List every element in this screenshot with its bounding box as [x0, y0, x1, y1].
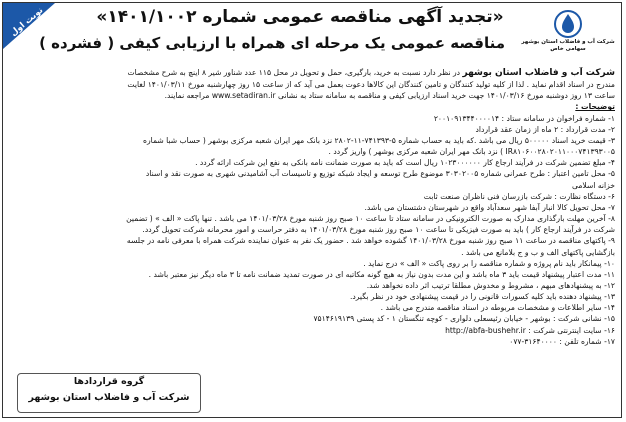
company-logo: [515, 9, 621, 61]
note-item: ۹- پاکتهای مناقصه در ساعت ۱۱ صبح روز شنبه مورخ ۱۴۰۱/۰۳/۲۸ گشوده خواهد شد . حضور یک نفر به عنوان نماینده شرکت همراه با معرفی نامه در جلسه: [126, 236, 615, 246]
note-item: ۱۳- پیشنهاد دهنده باید کلیه کسورات قانونی را در قیمت پیشنهادی خود در نظر بگیرد.: [349, 292, 615, 302]
intro-line: ساعت ۱۳ روز دوشنبه مورخ ۱۴۰۱/۰۳/۱۶ جهت خرید اسناد ارزیابی کیفی و مناقصه به سامانه ستاد به نشانی www.setadiran.ir مراجعه نمایند.: [164, 91, 615, 101]
note-item: ۱۲- به پیشنهادهای مبهم ، مشروط و مخدوش مطلقا ترتیب اثر داده نخواهد شد.: [366, 280, 615, 290]
note-item: ۸- آخرین مهلت بارگذاری مدارک به صورت الکترونیکی در سامانه ستاد تا ساعت ۱۰ صبح روز شنبه مورخ ۱۴۰۱/۰۳/۲۸ می باشد . تنها پاکت « الف » ( تضمین: [126, 214, 615, 224]
logo-company-name: شرکت آب و فاضلاب استان بوشهر: [521, 39, 615, 45]
note-item: ۷- محل تحویل کالا انبار آبفا شهر سعدآباد واقع در شهرستان دشتستان می باشد.: [364, 202, 615, 212]
tender-notice: [2, 2, 622, 418]
signature-box: [17, 373, 201, 413]
note-item: ۳- قیمت خرید اسناد ۵۰۰۰۰۰ ریال می باشد .که باید به حساب شماره ۵-۷۴۱۳۹۳-۱۱-۲۸۰۲ نزد بانک مهر ایران شعبه مرکزی بوشهر ( حساب شبا شماره: [143, 135, 615, 145]
intro-line: [11, 67, 615, 79]
note-item: ۲- مدت قرارداد : ۲ ماه از زمان عقد قرارداد: [475, 124, 615, 134]
notice-subtitle: مناقصه عمومی یک مرحله ای همراه با ارزیابی کیفی ( فشرده ): [39, 34, 505, 52]
note-item: خزانه اسلامی: [572, 180, 615, 190]
note-item: ۱۷- شماره تلفن : ۳۱۶۴۰۰۰۰-۰۷۷: [509, 336, 615, 346]
notes-label: توضیحات :: [575, 102, 615, 112]
signature-department: گروه قراردادها: [73, 376, 145, 387]
note-item: ۶- دستگاه نظارت : شرکت بازرسان فنی ناظران صنعت ثابت: [423, 191, 615, 201]
note-item: ۱۰- پیمانکار باید نام پروژه و شماره مناقصه را بر روی پاکت « الف » درج نماید .: [363, 258, 615, 268]
note-item: ۱۵- نشانی شرکت : بوشهر - خیابان رئیسعلی دلواری - کوچه تنگستان ۱ - کد پستی ۷۵۱۴۶۱۹۱۳۹: [313, 314, 615, 324]
logo-company-type: سهامی خاص: [550, 46, 586, 52]
note-item: ۵- محل تامین اعتبار : طرح عمرانی شماره ۳۰۳۰۲۰۰۵ موضوع طرح توسعه و ایجاد شبکه توزیع و تاسیسات آب آشامیدنی شهری به صورت نقد و اسناد: [145, 169, 615, 179]
intro-line: مندرج در اسناد اقدام نماید . لذا از کلیه تولید کنندگان و تامین کنندگان این کالاها دعوت بعمل می آید که از ساعت ۱۵ روز چهارشنبه مورخ ۱۴۰۱/۰۳/۱۱ لغایت: [127, 80, 615, 90]
note-item: ۱۴- سایر اطلاعات و مشخصات مربوطه در اسناد مناقصه مندرج می باشد .: [380, 303, 615, 313]
signature-company: شرکت آب و فاضلاب استان بوشهر: [28, 392, 190, 403]
intro-company: شرکت آب و فاضلاب استان بوشهر: [462, 68, 615, 78]
intro-text: در نظر دارد نسبت به خرید، بارگیری، حمل و تحویل در محل ۱۱۵ عدد شناور شیر ۸ اینچ به شرح مشخصات: [127, 68, 461, 77]
notice-title: «تجدید آگهی مناقصه عمومی شماره ۱۴۰۱/۱۰۰۲»: [96, 7, 504, 27]
ribbon-label: نوبت اول: [8, 5, 46, 39]
note-item: بازگشایی پاکتهای الف و ب و ج بلامانع می باشد .: [461, 247, 615, 257]
note-item: ۱- شماره فراخوان در سامانه ستاد : ۲۰۰۱۰۹۱۳۴۴۰۰۰۰۱۴: [433, 113, 615, 123]
note-item: ۱۶- سایت اینترنتی شرکت : http://abfa-bushehr.ir: [445, 325, 615, 335]
note-item: ۴- مبلغ تضمین شرکت در فرآیند ارجاع کار ۱۰۲۳۰۰۰۰۰۰ ریال است که باید به صورت ضمانت نامه بانکی به نفع این شرکت ارائه گردد .: [195, 158, 615, 168]
water-drop-logo-icon: [553, 9, 583, 39]
notice-body: [11, 67, 615, 347]
note-item: IR۸۱۰۶۰۰۲۸۰۲۰۱۱۰۰۰۷۴۱۳۹۳۰۰۵ ) نزد بانک مهر ایران شعبه مرکزی بوشهر ) واریز گردد .: [328, 147, 615, 157]
note-item: شرکت در فرآیند ارجاع کار ) باید به صورت فیزیکی تا ساعت ۱۰ صبح روز شنبه مورخ ۱۴۰۱/۰۳/۲۸ به دفتر حراست و امور محرمانه شرکت تحویل گردد.: [142, 225, 615, 235]
notes-list: [11, 113, 615, 347]
note-item: ۱۱- مدت اعتبار پیشنهاد قیمت باید ۳ ماه باشد و این مدت بدون نیاز به هیچ گونه مکاتبه ای در صورت تمدید ضمانت نامه تا ۳ ماه دیگر نیز معتبر باشد .: [148, 269, 615, 279]
